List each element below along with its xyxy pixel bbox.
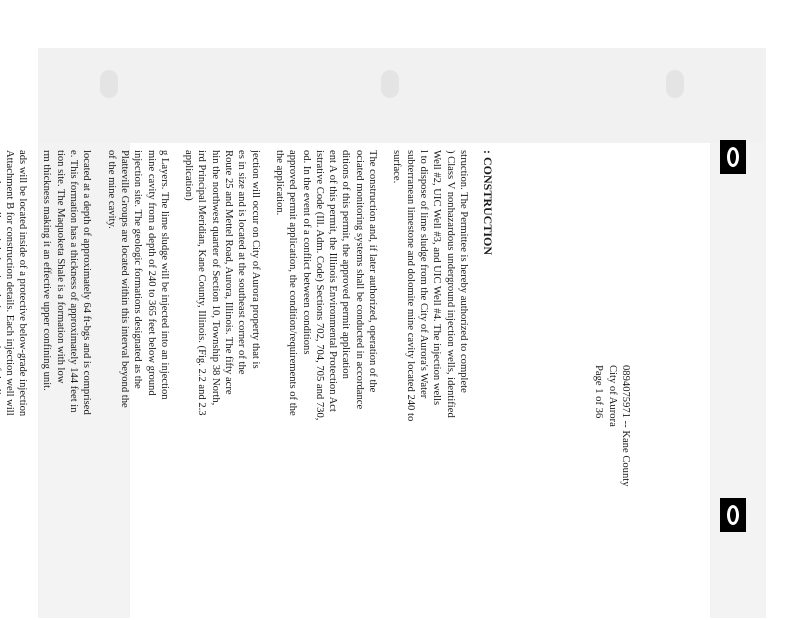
paragraph-line: of the mine cavity. [105, 150, 117, 229]
paragraph-line: Platteville Groups are located within this interval beyond the [118, 150, 130, 408]
paragraph [273, 150, 379, 620]
paragraph-line: istrative Code (Ill. Adm. Code) Sections 702, 704, 705 and 730, [313, 150, 325, 421]
paragraph [0, 150, 29, 620]
paragraph-line: od. In the event of a conflict between conditions [300, 150, 312, 355]
paragraph-line: rm thickness making it an effective upper confining unit. [41, 150, 53, 391]
paragraph-line: hin the northwest quarter of Section 10, Township 38 North, [209, 150, 221, 406]
paragraph-line: l to dispose of lime sludge from the City of Aurora's Water [417, 150, 429, 399]
permit-number: 0894075971 -- Kane County [620, 365, 631, 487]
paragraph-line: subterranean limestone and dolomite mine cavity located 240 to [404, 150, 416, 422]
paragraph [104, 150, 170, 620]
paragraph-line: ditions of this permit, the approved permit application [340, 150, 352, 379]
paragraph-line: ird Principal Meridian, Kane County, Illinois. (Fig. 2.2 and 2.3 [196, 150, 208, 416]
permit-header [592, 365, 632, 620]
section-title: : CONSTRUCTION [481, 150, 496, 256]
paragraph-line: The construction and, if later authorized, operation of the [367, 150, 379, 393]
paragraph [182, 150, 262, 620]
paragraph-line: surface. [391, 150, 403, 184]
punch-hole-left [100, 70, 118, 98]
paragraph-line: Route 25 and Mettel Road, Aurora, Illinois. The fifty acre [223, 150, 235, 395]
paragraph-line: application) [183, 150, 195, 201]
punch-hole-center [381, 70, 399, 98]
paragraph-line: Attachment B for construction details. Each injection well will [3, 150, 15, 416]
paragraph-line: ociated monitoring systems shall be conducted in accordance [353, 150, 365, 410]
paragraph-line: tion site. The Maquoketa Shale is a formation with low [54, 150, 66, 384]
paragraph-line: mine cavity from a depth of 240 to 365 feet below ground [145, 150, 157, 396]
paragraph-line: approved permit application, the condition/requirements of the [287, 150, 299, 416]
paragraph-line: Well #2, UIC Well #3, and UIC Well #4. The injection wells [431, 150, 443, 406]
paragraph-line: jection will occur on City of Aurora property that is [249, 150, 261, 369]
paragraph-line: the application. [273, 150, 285, 216]
paragraph-line: ) Class V nonhazardous underground injection wells, identified [444, 150, 456, 418]
paragraph-line: struction. The Permittee is hereby authorized to complete [457, 150, 469, 393]
page-number: Page 1 of 36 [593, 365, 605, 419]
paragraph-line: ent A of this permit, the Illinois Environmental Protection Act [327, 150, 339, 412]
paragraph-line: e. This formation has a thickness of approximately 144 feet in [68, 150, 80, 413]
paragraph-line: injection site. The geologic formations designated as the [132, 150, 144, 389]
paragraphs [0, 150, 470, 620]
registration-mark-bottom [720, 498, 746, 532]
paragraph-line: ads will be located inside of a protective below-grade injection [17, 150, 29, 417]
scan-margin [38, 48, 766, 143]
paragraph-line: g Layers. The lime sludge will be injected into an injection [158, 150, 170, 400]
paragraph [40, 150, 93, 620]
paragraph-line: located at a depth of approximately 64 ft-bgs and is comprised [81, 150, 93, 415]
paragraph-line [0, 150, 3, 620]
document-body [0, 150, 631, 620]
punch-hole-right [666, 70, 684, 98]
permit-city: City of Aurora [606, 365, 618, 427]
paragraph [390, 150, 470, 620]
registration-mark-top [720, 140, 746, 174]
paragraph-line: es in size and is located at the southeast corner of the [236, 150, 248, 375]
